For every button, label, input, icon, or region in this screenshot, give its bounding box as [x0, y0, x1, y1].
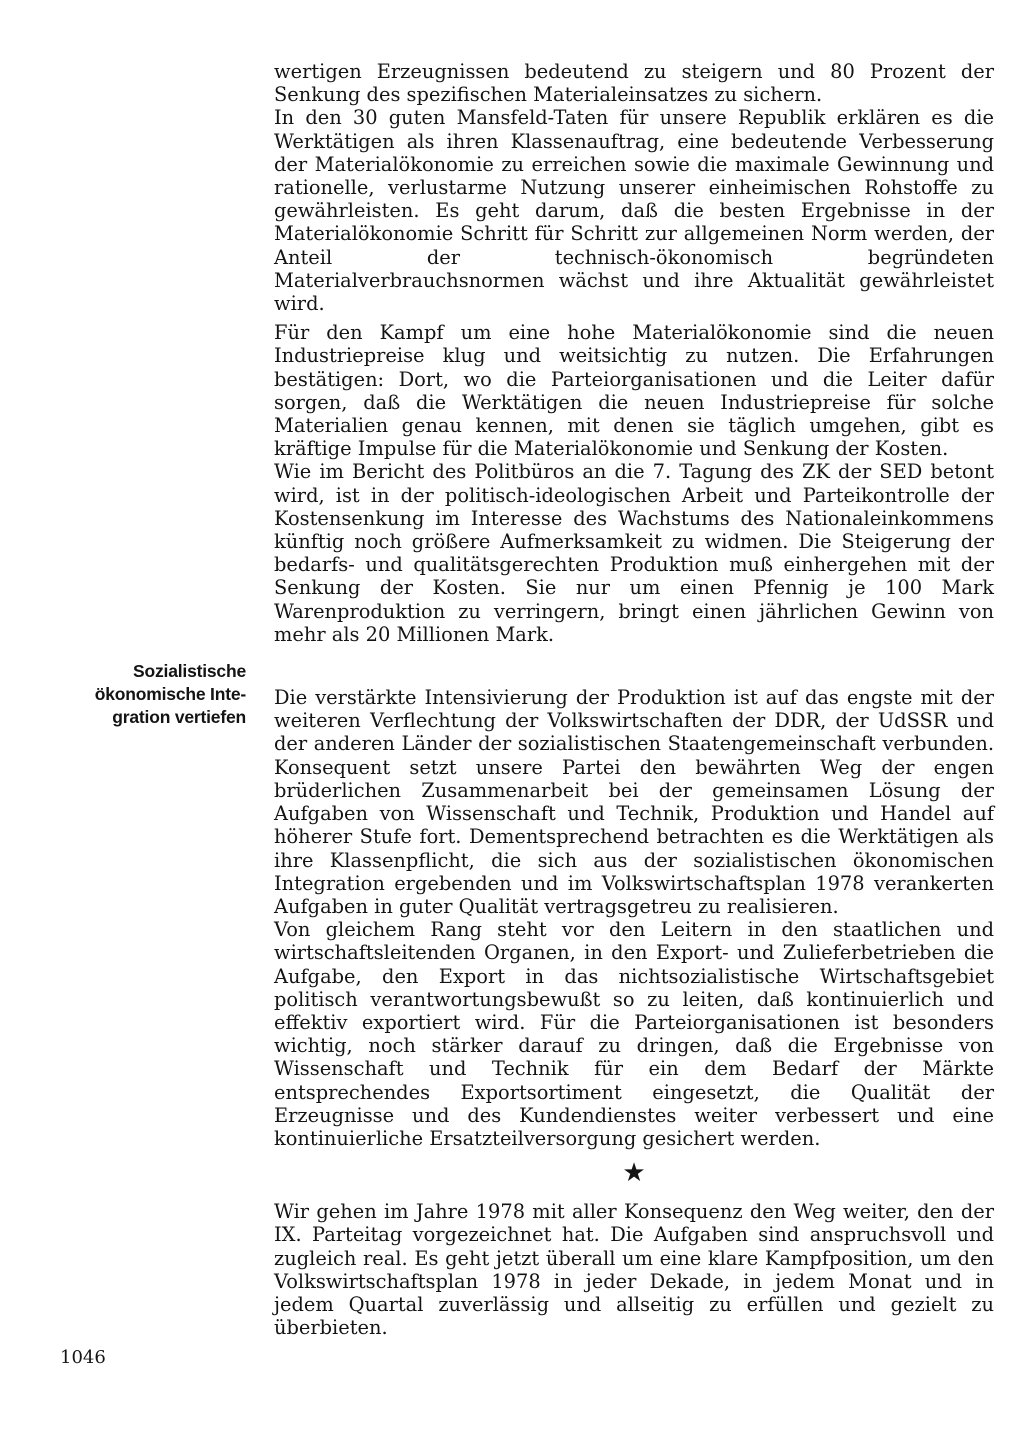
paragraph-6: Von gleichem Rang steht vor den Leitern in den staatlichen und wirtschaftsleitenden Organen, in den Export- und Zulieferbetrieben die Aufgabe, den Export in das nichtsozialistische Wirtschaftsgebiet politisch verantwortungsbewußt so zu leiten, daß kontinuierlich und effektiv exportiert wird. Für die Parteiorganisationen ist besonders wichtig, noch stärker darauf zu dringen, daß die Ergebnisse von Wissenschaft und Technik für ein dem Bedarf der Märkte entsprechendes Exportsortiment eingesetzt, die Qualität der Erzeugnisse und des Kundendienstes weiter verbessert und eine kontinuierliche Ersatzteilversorgung gesichert werden.	[274, 918, 994, 1150]
margin-heading-line: gration vertiefen	[112, 707, 246, 727]
paragraph-3: Für den Kampf um eine hohe Materialökonomie sind die neuen Industriepreise klug und weitsichtig zu nutzen. Die Erfahrungen bestätigen: Dort, wo die Parteiorganisationen und die Leiter dafür sorgen, daß die Werktätigen die neuen Industriepreise für solche Materialien genau kennen, mit denen sie täglich umgehen, gibt es kräftige Impulse für die Materialökonomie und Senkung der Kosten.	[274, 321, 994, 461]
main-text-column	[274, 60, 994, 1339]
margin-heading	[60, 660, 246, 729]
paragraph-1: wertigen Erzeugnissen bedeutend zu steigern und 80 Prozent der Senkung des spezifischen Materialeinsatzes zu sichern.	[274, 60, 994, 107]
star-separator-icon: ★	[622, 1158, 646, 1189]
paragraph-2: In den 30 guten Mansfeld-Taten für unsere Republik erklären es die Werktätigen als ihren Klassenauftrag, eine bedeutende Verbesserung der Materialökonomie zu erreichen sowie die maximale Gewinnung und rationelle, verlustarme Nutzung unserer einheimischen Rohstoffe zu gewährleisten. Es geht darum, daß die besten Ergebnisse in der Materialökonomie Schritt für Schritt zur allgemeinen Norm werden, der Anteil der technisch-ökonomisch begründeten Materialverbrauchsnormen wächst und ihre Aktualität gewährleistet wird.	[274, 106, 994, 316]
margin-heading-line: ökonomische Inte-	[94, 684, 246, 704]
paragraph-4: Wie im Bericht des Politbüros an die 7. Tagung des ZK der SED betont wird, ist in der politisch-ideologischen Arbeit und Parteikontrolle der Kostensenkung im Interesse des Wachstums des Nationaleinkommens künftig noch größere Aufmerksamkeit zu widmen. Die Steigerung der bedarfs- und qualitätsgerechten Produktion muß einhergehen mit der Senkung der Kosten. Sie nur um einen Pfennig je 100 Mark Warenproduktion zu verringern, bringt einen jährlichen Gewinn von mehr als 20 Millionen Mark.	[274, 460, 994, 646]
paragraph-5: Die verstärkte Intensivierung der Produktion ist auf das engste mit der weiteren Verflechtung der Volkswirtschaften der DDR, der UdSSR und der anderen Länder der sozialistischen Staatengemeinschaft verbunden. Konsequent setzt unsere Partei den bewährten Weg der engen brüderlichen Zusammenarbeit bei der gemeinsamen Lösung der Aufgaben von Wissenschaft und Technik, Produktion und Handel auf höherer Stufe fort. Dementsprechend betrachten es die Werktätigen als ihre Klassenpflicht, die sich aus der sozialistischen ökonomischen Integration ergebenden und im Volkswirtschaftsplan 1978 verankerten Aufgaben in guter Qualität vertragsgetreu zu realisieren.	[274, 686, 994, 918]
page-number: 1046	[60, 1347, 106, 1368]
margin-heading-line: Sozialistische	[133, 661, 246, 681]
paragraph-7: Wir gehen im Jahre 1978 mit aller Konsequenz den Weg weiter, den der IX. Parteitag vorgezeichnet hat. Die Aufgaben sind anspruchsvoll und zugleich real. Es geht jetzt überall um eine klare Kampfposition, um den Volkswirtschaftsplan 1978 in jeder Dekade, in jedem Monat und in jedem Quartal zuverlässig und allseitig zu erfüllen und gezielt zu überbieten.	[274, 1200, 994, 1340]
